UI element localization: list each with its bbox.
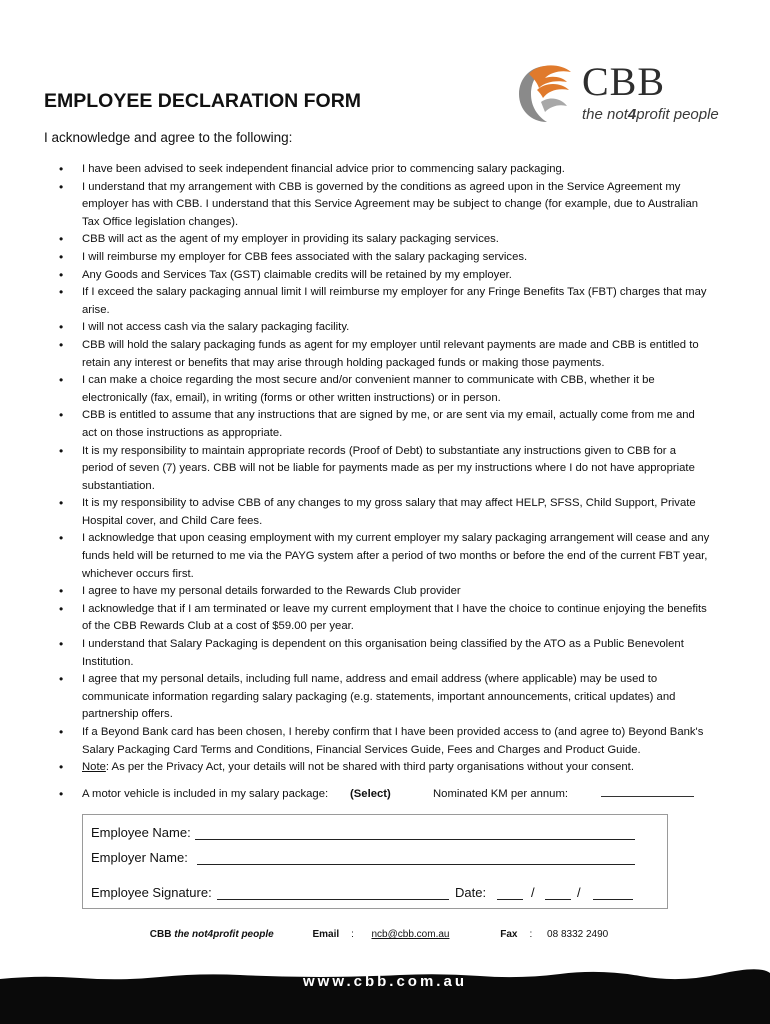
declaration-item: • I will reimburse my employer for CBB fees associated with the salary packaging services. (44, 249, 710, 267)
declaration-item: • I agree to have my personal details forwarded to the Rewards Club provider (44, 583, 710, 601)
declaration-item: • If a Beyond Bank card has been chosen, I hereby confirm that I have been provided access to (and agree to) Beyond Bank's Salary Packaging Card Terms and Conditions, Financial Services Guide, Fees and Charges and Product Guide. (44, 724, 710, 759)
declaration-item: • CBB will act as the agent of my employer in providing its salary packaging services. (44, 231, 710, 249)
employee-name-label: Employee Name: (91, 825, 191, 840)
footer-email: Email : ncb@cbb.com.au (312, 929, 450, 940)
declaration-item: • I have been advised to seek independent financial advice prior to commencing salary packaging. (44, 161, 710, 179)
declaration-item: • It is my responsibility to maintain appropriate records (Proof of Debt) to substantiate any instructions given to CBB for a period of seven (7) years. CBB will not be liable for payments made as per my instructions where I do not have appropriate substantiation. (44, 443, 710, 496)
employer-name-field[interactable] (197, 864, 635, 865)
declaration-item: • Any Goods and Services Tax (GST) claimable credits will be retained by my employer. (44, 267, 710, 285)
declaration-item: • I can make a choice regarding the most secure and/or convenient manner to communicate with CBB, whether it be electronically (fax, email), in writing (forms or other written instructions) or in person. (44, 372, 710, 407)
declaration-item: • I will not access cash via the salary packaging facility. (44, 319, 710, 337)
note-label: Note (82, 761, 106, 774)
logo-tagline: the not4profit people (582, 106, 719, 123)
date-year-field[interactable] (593, 899, 633, 900)
date-day-field[interactable] (497, 899, 523, 900)
declaration-item: • I understand that Salary Packaging is dependent on this organisation being classified by the ATO as a Public Benevolent Institution. (44, 636, 710, 671)
declaration-item: • It is my responsibility to advise CBB of any changes to my gross salary that may affect HELP, SFSS, Child Support, Private Hospital cover, and Child Care fees. (44, 495, 710, 530)
privacy-note (44, 759, 710, 777)
page-title: EMPLOYEE DECLARATION FORM (44, 90, 362, 112)
signature-box (82, 814, 668, 909)
declaration-item: • CBB will hold the salary packaging funds as agent for my employer until relevant payments are made and CBB is entitled to retain any interest or benefits that may arise through holding packaged funds or making those payments. (44, 337, 710, 372)
declaration-item: • I acknowledge that if I am terminated or leave my current employment that I have the choice to continue enjoying the benefits of the CBB Rewards Club at a cost of $59.00 per year. (44, 601, 710, 636)
date-separator: / (531, 885, 535, 900)
declaration-item: • I agree that my personal details, including full name, address and email address (where applicable) may be used to communicate information regarding salary packaging (e.g. statements, important announcements, critical updates) and partnership offers. (44, 671, 710, 724)
website-url[interactable]: www.cbb.com.au (303, 973, 467, 990)
cbb-logo (515, 60, 740, 126)
employee-signature-label: Employee Signature: (91, 885, 212, 900)
logo-wordmark: CBB (582, 59, 666, 104)
km-per-annum-field[interactable] (601, 796, 694, 797)
employee-signature-field[interactable] (217, 899, 449, 900)
motor-vehicle-row (44, 786, 710, 803)
footer-fax: Fax : 08 8332 2490 (500, 929, 609, 940)
intro-text: I acknowledge and agree to the following: (44, 130, 293, 145)
cbb-logo-mark-icon (515, 60, 579, 126)
date-label: Date: (455, 885, 487, 900)
email-link[interactable]: ncb@cbb.com.au (371, 929, 450, 940)
date-month-field[interactable] (545, 899, 571, 900)
declaration-item: • I acknowledge that upon ceasing employment with my current employer my salary packaging arrangement will cease and any funds held will be returned to me via the PAYG system after a period of two months or before the end of the current FBT year, whichever occurs first. (44, 530, 710, 583)
employee-name-field[interactable] (195, 839, 635, 840)
footer-org: CBB the not4profit people (149, 929, 274, 940)
declaration-item: • I understand that my arrangement with CBB is governed by the conditions as agreed upon in the Service Agreement my employer has with CBB. I understand that this Service Agreement may be subject to change (for example, due to Australian Tax Office legislation changes). (44, 179, 710, 232)
motor-vehicle-label: A motor vehicle is included in my salary package: (82, 788, 329, 800)
km-label: Nominated KM per annum: (433, 788, 568, 800)
motor-vehicle-select[interactable]: (Select) (350, 788, 391, 800)
date-separator: / (577, 885, 581, 900)
declaration-item: • CBB is entitled to assume that any instructions that are signed by me, or are sent via my email, actually come from me and act on those instructions as appropriate. (44, 407, 710, 442)
contact-footer (0, 929, 770, 940)
note-text: : As per the Privacy Act, your details will not be shared with third party organisations without your consent. (105, 761, 634, 774)
employer-name-label: Employer Name: (91, 850, 188, 865)
declaration-list (44, 161, 710, 777)
declaration-item: • If I exceed the salary packaging annual limit I will reimburse my employer for any Fringe Benefits Tax (FBT) charges that may arise. (44, 284, 710, 319)
